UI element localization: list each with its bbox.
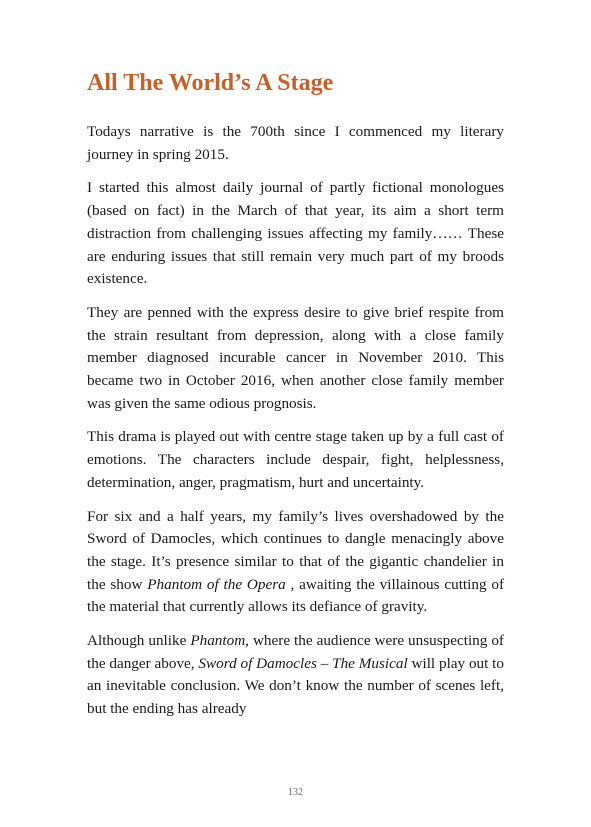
italic-title-phantom: Phantom, xyxy=(190,632,249,650)
text-segment: For six and a half years, my family’s lives overshadowed by the Sword of Damocles, which continues to dangle menacingly above the stage. It’s presence similar to that of the gigantic chandelier in the show xyxy=(87,507,504,593)
paragraph-1 xyxy=(87,121,504,166)
paragraph-3 xyxy=(87,302,504,416)
text-segment: will play out to an inevitable conclusion. We don’t know the number of scenes left, but the ending has already xyxy=(87,654,504,718)
paragraph-2 xyxy=(87,177,504,291)
paragraph-6 xyxy=(87,630,504,721)
italic-title-phantom-of-the-opera: Phantom of the Opera xyxy=(147,575,286,593)
page-number: 132 xyxy=(288,787,303,798)
body-text xyxy=(87,121,504,732)
italic-title-sword-of-damocles: Sword of Damocles – The Musical xyxy=(198,654,408,672)
text-segment: I started this almost daily journal of partly fictional monologues (based on fact) in the March of that year, its aim a short term distraction from challenging issues affecting my family…… These are enduring issues that still remain very much part of my broods existence. xyxy=(87,179,504,288)
text-segment: Although unlike xyxy=(87,632,191,650)
text-segment: They are penned with the express desire to give brief respite from the strain resultant from depression, along with a close family member diagnosed incurable cancer in November 2010. This became two in October 2016, when another close family member was given the same odious prognosis. xyxy=(87,303,504,412)
page-title: All The World’s A Stage xyxy=(87,70,334,96)
text-segment: Todays narrative is the 700th since I commenced my literary journey in spring 2015. xyxy=(87,123,504,163)
text-segment: , awaiting the villainous cutting of the material that currently allows its defiance of gravity. xyxy=(87,575,505,616)
text-segment: This drama is played out with centre stage taken up by a full cast of emotions. The characters include despair, fight, helplessness, determination, anger, pragmatism, hurt and uncertainty. xyxy=(87,428,504,491)
text-segment: where the audience were unsuspecting of the danger above, xyxy=(87,632,504,672)
paragraph-5 xyxy=(87,506,504,620)
paragraph-4 xyxy=(87,426,504,494)
